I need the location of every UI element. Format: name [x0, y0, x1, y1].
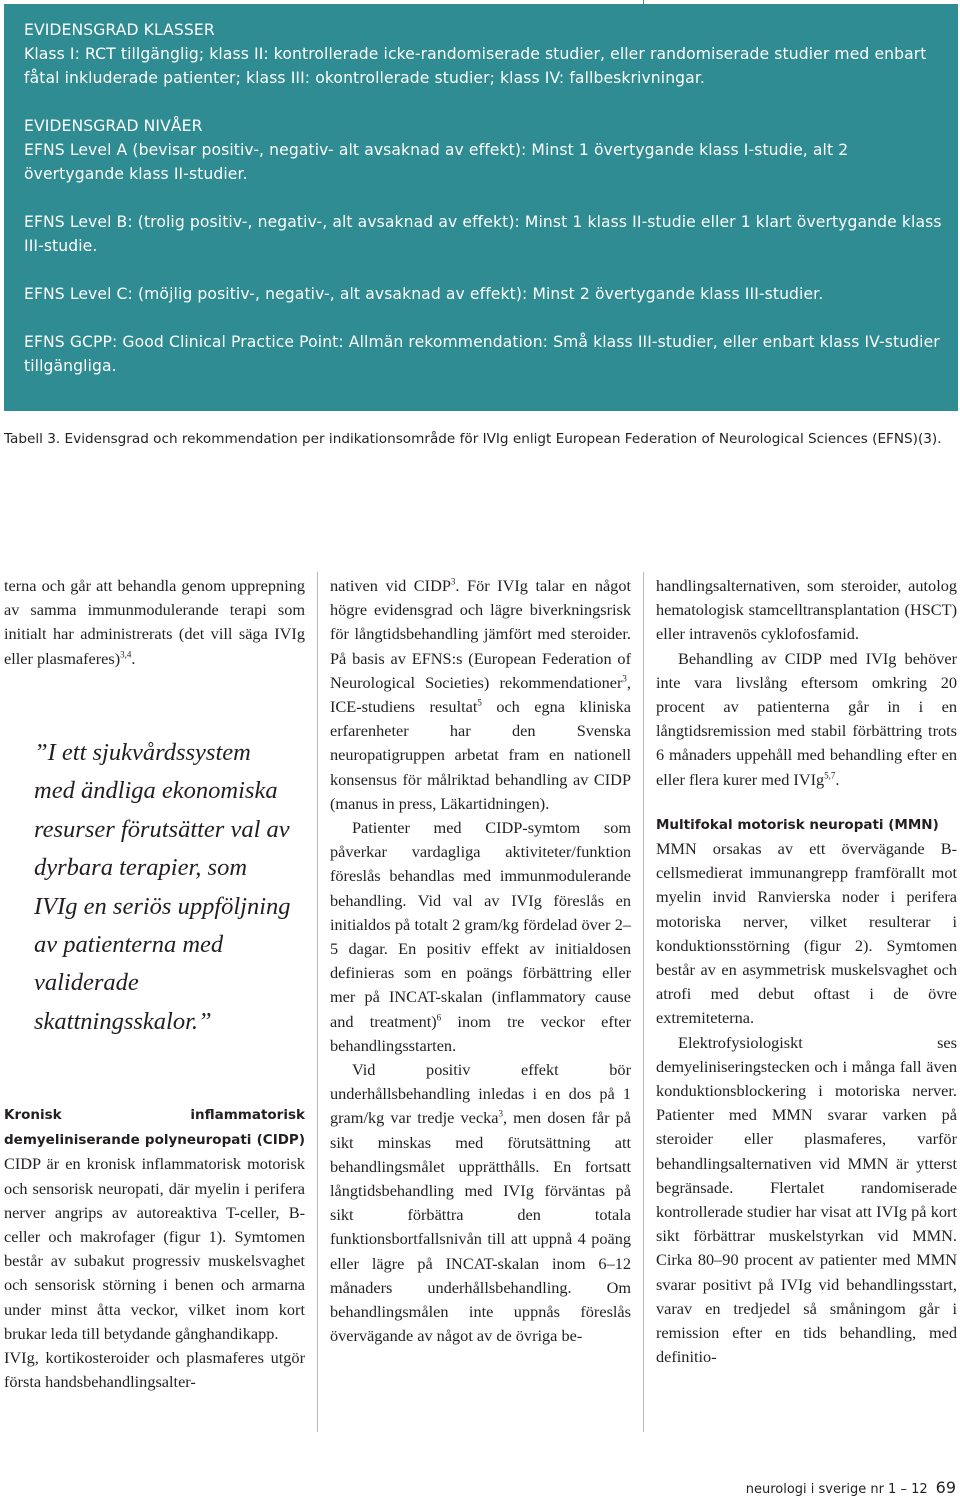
reference-sup: 5,7 — [824, 770, 836, 781]
reference-sup: 5 — [477, 697, 482, 708]
reference-sup: 6 — [436, 1012, 442, 1023]
table-caption — [4, 429, 944, 450]
col2-p3 — [330, 1058, 631, 1348]
column-divider — [317, 572, 318, 1432]
reference-sup: 3 — [622, 673, 627, 684]
column-2 — [330, 574, 631, 1349]
reference-sup: 3 — [498, 1109, 503, 1120]
text-run: Vid positiv effekt bör underhållsbehandling inledas i en dos på 1 gram/kg var tredje vecka — [330, 1060, 631, 1128]
col3-p4: Elektrofysiologiskt ses demyeliniseringstecken och i många fall även konduktionsblockering i motoriska nerver. Patienter med MMN svarar varken på steroider eller plasmaferes, varför behandlingsalternativen vid MMN är ytterst begränsade. Flertalet randomiserade kontrollerade studier har visat att IVIg på kort sikt förbättrar muskelstyrkan vid MMN. Cirka 80–90 procent av patienter med MMN svarar positivt på IVIg vid behandlingsstart, varav en tredjedel så småningom går i remission efter en tids behandling, med definitio- — [656, 1032, 957, 1367]
text-run: och egna kliniska erfarenheter har den Svenska neuropatigruppen arbetat fram en nationell konsensus för målriktad behandling av CIDP (manus in press, Läkartidningen). — [330, 697, 631, 813]
gcpp-text: EFNS GCPP: Good Clinical Practice Point: Allmän rekommendation: Små klass III-studier, eller enbart klass IV-studier tillgängliga. — [24, 333, 940, 375]
cidp-heading: Kronisk inflammatorisk demyeliniserande polyneuropati (CIDP) — [4, 1107, 305, 1149]
text-run: , men dosen får på sikt minskas med förutsättning att behandlingsmålet upprätthålls. En fortsatt långtidsbehandling med IVIg förväntas på sikt förbättra den totala funktionsbortfallsnivån till att uppnå 4 poäng eller lägre på INCAT-skalan inom 6–12 månaders underhållsbehandling. Om behandlingsmålen inte uppnås föreslås övervägande av något av de övriga be- — [330, 1108, 632, 1346]
col1-p1: terna och går att behandla genom upprepning av samma immunmodulerande terapi som initialt har administrerats (det vill säga IVIg eller plasmaferes) — [4, 576, 305, 668]
text-run: . — [835, 769, 840, 789]
text-run: Patienter med CIDP-symtom som påverkar vardagliga aktiviteter/funktion föreslås behandlas med immunmodulerande behandling. Vid val av IVIg föreslås en initialdos på totalt 2 gram/kg fördelad över 2–5 dagar. En positiv effekt av initialdosen definieras som en poängs förbättring eller mer på INCAT-skalan (inflammatory cause and treatment) — [330, 818, 631, 1031]
classes-text: Klass I: RCT tillgänglig; klass II: kontrollerade icke-randomiserade studier, eller randomiserade studier med enbart fåtal inkluderade patienter; klass III: okontrollerade studier; klass IV: fallbeskrivningar. — [24, 45, 927, 87]
cidp-paragraph — [4, 1102, 305, 1346]
mmn-heading-para — [656, 812, 957, 837]
column-divider — [643, 572, 644, 1432]
col2-p2 — [330, 816, 631, 1058]
col3-p3: MMN orsakas av ett övervägande B-cellsmedierat immunangrepp framförallt mot myelin invid Ranvierska noder i perifera motoriska nerver, vilket resulterar i konduktionsstörning (figur 2). Symtomen består av en asymmetrisk muskelsvaghet och atrofi med debut oftast i de övre extremiteterna. — [656, 839, 957, 1028]
col3-p1: handlingsalternativen, som steroider, autolog hematologisk stamcelltransplantation (HSCT) eller intravenös cyklofosfamid. — [656, 576, 957, 644]
col1-paragraph — [4, 574, 305, 671]
classes-heading: EVIDENSGRAD KLASSER — [24, 21, 215, 39]
text-run: , ICE-studiens resultat — [330, 672, 631, 717]
level-b-text: EFNS Level B: (trolig positiv-, negativ-, alt avsaknad av effekt): Minst 1 klass II-studie eller 1 klart övertygande klass III-studie. — [24, 213, 942, 255]
col2-p1 — [330, 574, 631, 816]
level-c-text: EFNS Level C: (möjlig positiv-, negativ-, alt avsaknad av effekt): Minst 2 övertygande klass III-studier. — [24, 285, 824, 303]
evidence-grade-box — [4, 4, 958, 411]
text-run: inom tre veckor efter behandlingsstarten. — [330, 1011, 631, 1055]
levels-heading: EVIDENSGRAD NIVÅER — [24, 117, 203, 135]
cidp-text: CIDP är en kronisk inflammatorisk motorisk och sensorisk neuropati, där myelin i perifera nerver angrips av autoreaktiva T-celler, B-celler och makrofager (figur 1). Symtomen består av subakut progressiv muskelsvaghet och sensorisk störning i benen och armarna under minst åtta veckor, vilket inom kort brukar leda till betydande gånghandikapp. — [4, 1154, 305, 1343]
col1-p3: IVIg, kortikosteroider och plasmaferes utgör första handsbehandlingsalter- — [4, 1348, 305, 1392]
text-run: . För IVIg talar en något högre evidensgrad och lägre biverkningsrisk för långtidsbehandling jämfört med steroider. På basis av EFNS:s (European Federation of Neurological Societies) rekommendationer — [330, 576, 631, 692]
column-1 — [4, 574, 305, 671]
column-1-lower — [4, 1102, 305, 1394]
reference-sup: 3 — [450, 576, 456, 587]
reference-sup: 3,4 — [120, 649, 132, 660]
level-a-text: EFNS Level A (bevisar positiv-, negativ- alt avsaknad av effekt): Minst 1 övertygande klass I-studie, alt 2 övertygande klass II-studier. — [24, 141, 849, 183]
col1-p1-end: . — [131, 648, 136, 668]
journal-name: neurologi i sverige nr 1 – 12 — [745, 1482, 928, 1497]
mmn-heading: Multifokal motorisk neuropati (MMN) — [656, 816, 939, 833]
text-run: nativen vid CIDP — [330, 576, 451, 595]
page-footer — [746, 1478, 956, 1497]
text-run: Behandling av CIDP med IVIg behöver inte vara livslång eftersom omkring 20 procent av patienterna går in i en långtidsremission med stabil förbättring trots 6 månaders uppehåll med behandling efter en eller flera kurer med IVIg — [656, 648, 957, 789]
caption-label: Tabell 3. — [4, 431, 61, 447]
pull-quote: ”I ett sjukvårdssystem med ändliga ekonomiska resurser förutsätter val av dyrbara terapier, som IVIg en seriös uppföljning av patienterna med validerade skattningsskalor.” — [34, 739, 291, 1035]
column-3 — [656, 574, 957, 1370]
page-number: 69 — [935, 1478, 956, 1497]
col3-p2 — [656, 647, 957, 792]
caption-text: Evidensgrad och rekommendation per indikationsområde för IVIg enligt European Federation of Neurological Sciences (EFNS)(3). — [60, 431, 942, 447]
